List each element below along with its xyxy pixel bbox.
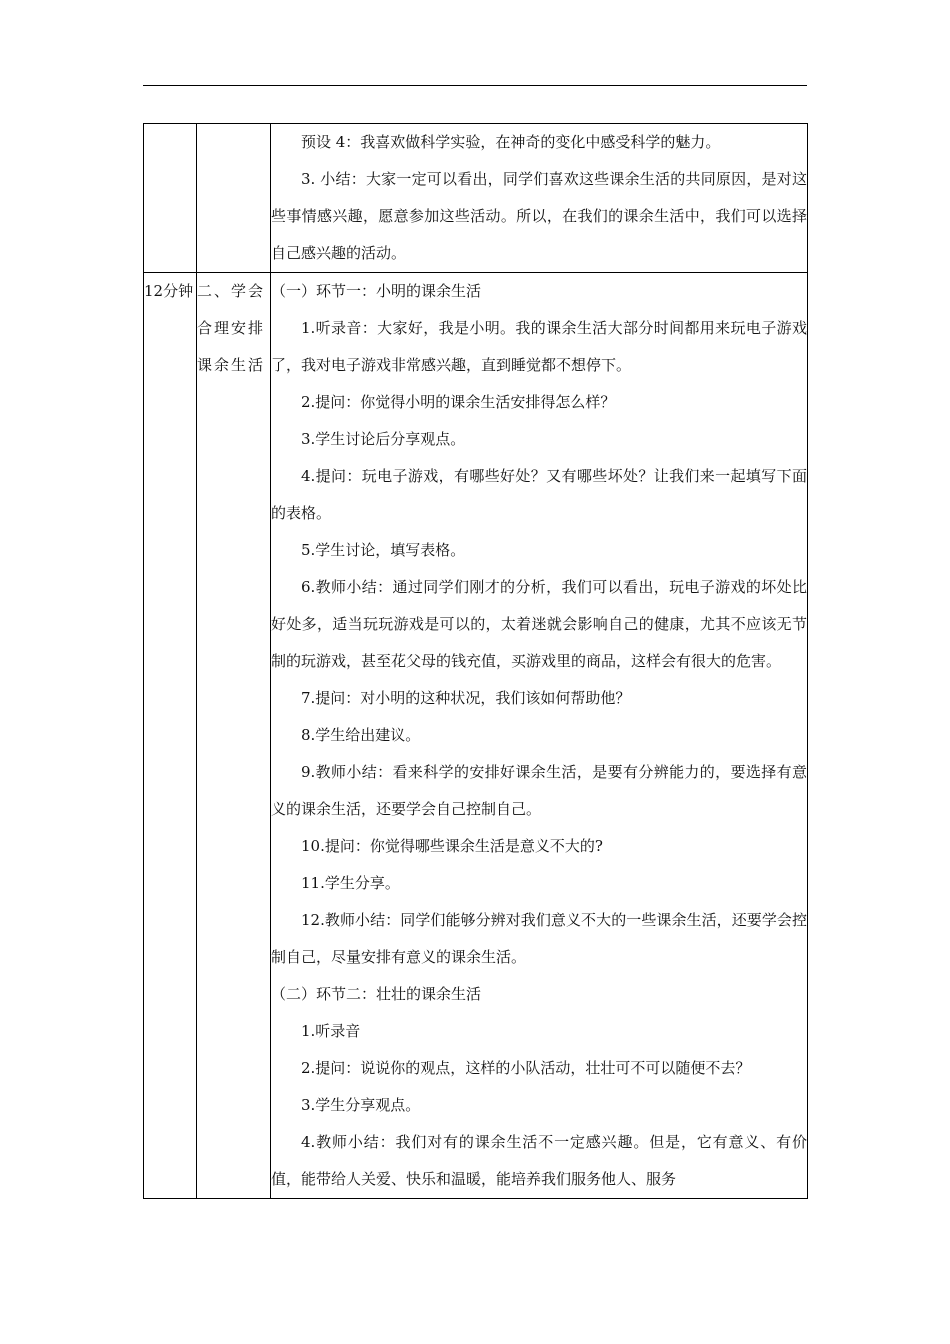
paragraph: 1.听录音	[301, 1022, 361, 1040]
paragraph: 3.学生分享观点。	[301, 1096, 421, 1114]
paragraph: 3.学生讨论后分享观点。	[301, 430, 466, 448]
time-cell: 12分钟	[144, 273, 197, 1199]
table-row	[144, 124, 808, 273]
stage-cell	[197, 124, 271, 273]
paragraph: 7.提问：对小明的这种状况，我们该如何帮助他？	[301, 689, 631, 707]
paragraph: 8.学生给出建议。	[301, 726, 421, 744]
stage-cell: 二、学会合理安排课余生活	[197, 273, 271, 1199]
paragraph: 2.提问：你觉得小明的课余生活安排得怎么样？	[301, 393, 616, 411]
paragraph: 3. 小结：大家一定可以看出，同学们喜欢这些课余生活的共同原因，是对这些事情感兴趣，愿意参加这些活动。所以，在我们的课余生活中，我们可以选择自己感兴趣的活动。	[271, 170, 807, 262]
time-cell	[144, 124, 197, 273]
paragraph: 11.学生分享。	[301, 874, 400, 892]
header-rule	[143, 85, 807, 86]
content-cell	[271, 124, 808, 273]
paragraph: 1.听录音：大家好，我是小明。我的课余生活大部分时间都用来玩电子游戏了，我对电子游戏非常感兴趣，直到睡觉都不想停下。	[271, 319, 807, 374]
paragraph: 6.教师小结：通过同学们刚才的分析，我们可以看出，玩电子游戏的坏处比好处多，适当玩玩游戏是可以的，太着迷就会影响自己的健康，尤其不应该无节制的玩游戏，甚至花父母的钱充值，买游戏里的商品，这样会有很大的危害。	[271, 578, 807, 670]
paragraph: 预设 4：我喜欢做科学实验，在神奇的变化中感受科学的魅力。	[301, 133, 721, 151]
section-title: （二）环节二：壮壮的课余生活	[271, 985, 482, 1003]
paragraph: 10.提问：你觉得哪些课余生活是意义不大的?	[301, 837, 603, 855]
table-row	[144, 273, 808, 1199]
paragraph: 5.学生讨论，填写表格。	[301, 541, 466, 559]
paragraph: 4.提问：玩电子游戏，有哪些好处？又有哪些坏处？让我们来一起填写下面的表格。	[271, 467, 807, 522]
content-cell	[271, 273, 808, 1199]
paragraph: 12.教师小结：同学们能够分辨对我们意义不大的一些课余生活，还要学会控制自己，尽量安排有意义的课余生活。	[271, 911, 807, 966]
paragraph: 9.教师小结：看来科学的安排好课余生活，是要有分辨能力的，要选择有意义的课余生活，还要学会自己控制自己。	[271, 763, 807, 818]
section-title: （一）环节一：小明的课余生活	[271, 282, 482, 300]
lesson-plan-table	[143, 123, 808, 1199]
paragraph: 4.教师小结：我们对有的课余生活不一定感兴趣。但是，它有意义、有价值，能带给人关爱、快乐和温暖，能培养我们服务他人、服务	[271, 1133, 807, 1188]
paragraph: 2.提问：说说你的观点，这样的小队活动，壮壮可不可以随便不去？	[301, 1059, 751, 1077]
